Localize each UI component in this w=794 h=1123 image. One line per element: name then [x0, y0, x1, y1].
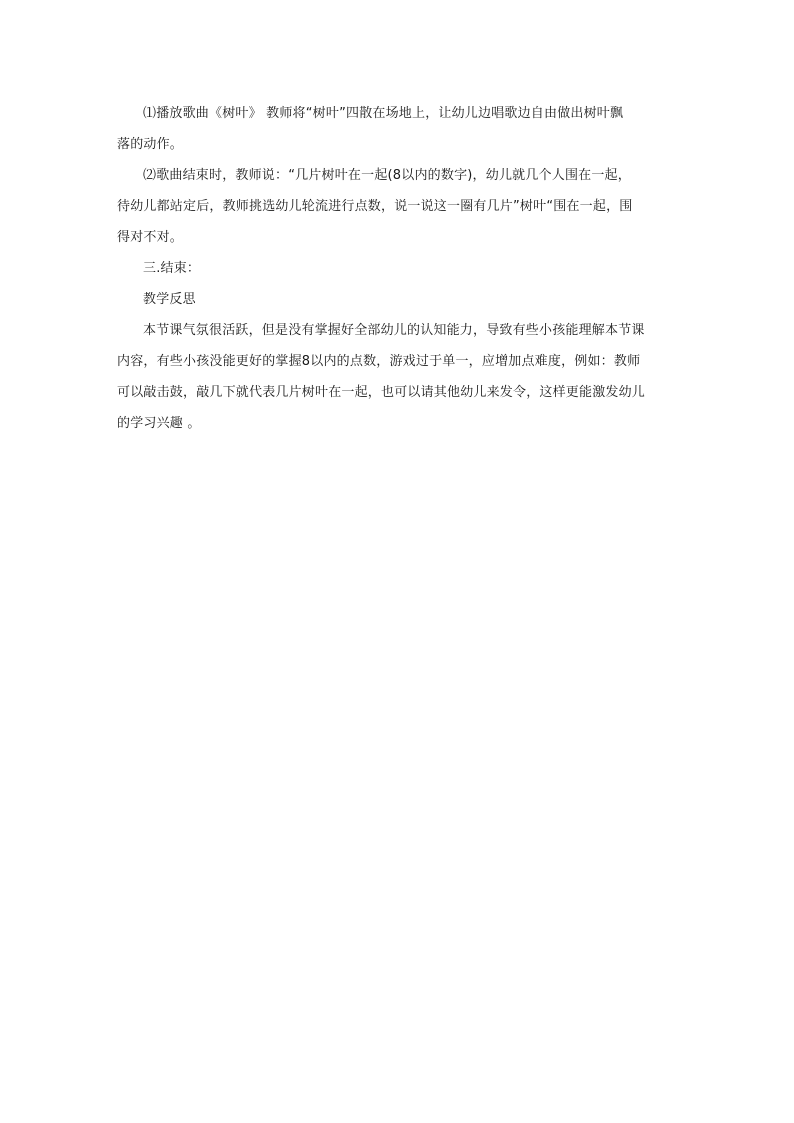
paragraph-reflection	[117, 315, 680, 439]
text-line: 内容，有些小孩没能更好的掌握8以内的点数，游戏过于单一，应增加点难度，例如：教师	[117, 354, 641, 369]
text-line: ⑴播放歌曲《树叶》 教师将“树叶”四散在场地上，让幼儿边唱歌边自由做出树叶飘	[143, 106, 624, 121]
section-heading-reflection	[117, 284, 680, 315]
document-body	[117, 98, 680, 439]
paragraph-activity-step-1	[117, 98, 680, 160]
text-line: 可以敲击鼓，敲几下就代表几片树叶在一起，也可以请其他幼儿来发令，这样更能激发幼儿	[117, 385, 646, 400]
section-heading-ending	[117, 253, 680, 284]
text-line: ⑵歌曲结束时，教师说：“几片树叶在一起(8以内的数字)，幼儿就几个人围在一起，	[143, 168, 631, 183]
text-line: 待幼儿都站定后，教师挑选幼儿轮流进行点数，说一说这一圈有几片”树叶“围在一起，围	[117, 199, 633, 214]
paragraph-activity-step-2	[117, 160, 680, 253]
text-line: 落的动作。	[117, 137, 184, 152]
text-line: 的学习兴趣 。	[117, 416, 201, 431]
text-line: 本节课气氛很活跃，但是没有掌握好全部幼儿的认知能力，导致有些小孩能理解本节课	[143, 323, 645, 338]
text-line: 教学反思	[143, 292, 196, 307]
text-line: 得对不对。	[117, 230, 184, 245]
text-line: 三.结束：	[143, 261, 201, 276]
